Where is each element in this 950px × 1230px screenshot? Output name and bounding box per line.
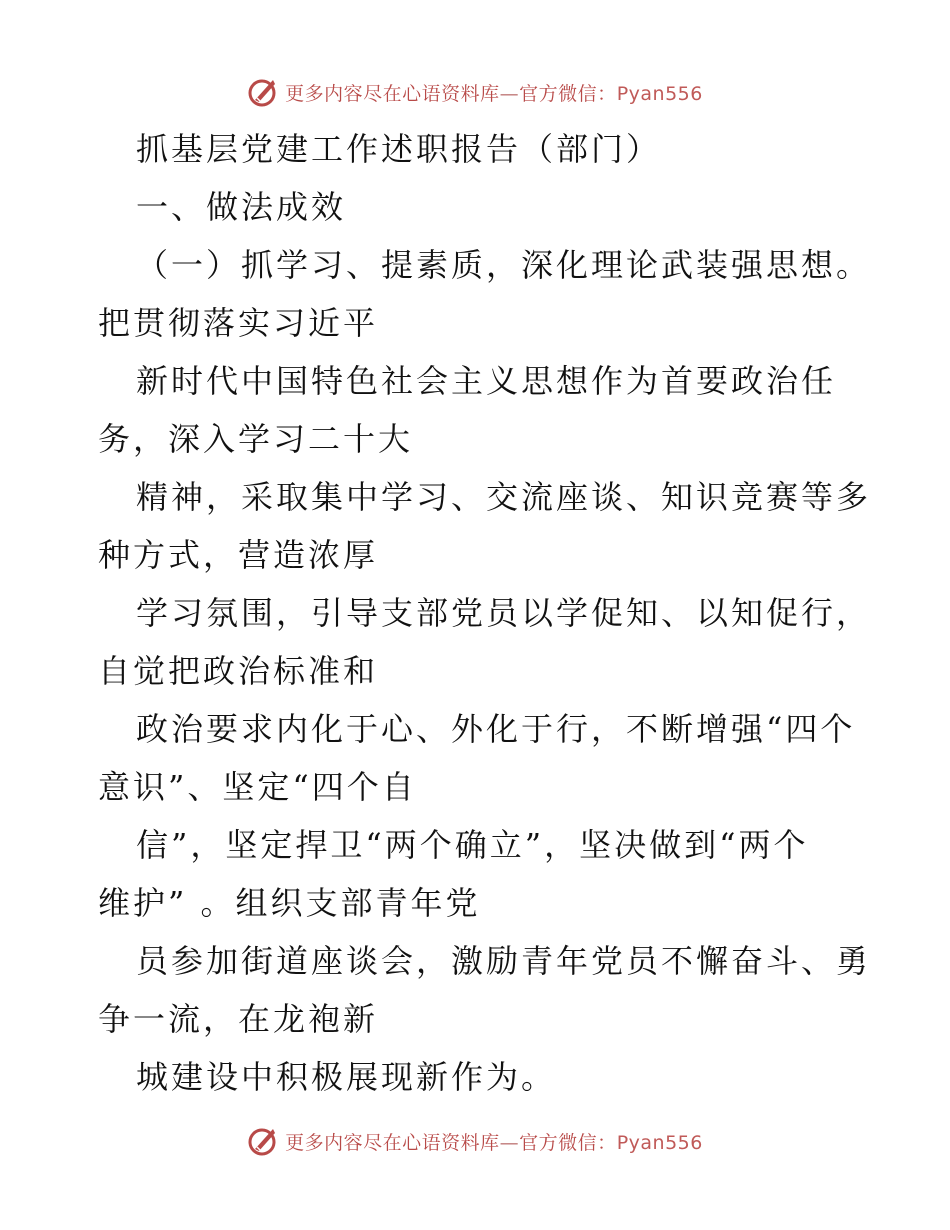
watermark-account-label: 官方微信： [519,82,617,105]
paragraph-line: 意识”、坚定“四个自 [98,768,417,806]
section-heading: 一、做法成效 [136,188,347,226]
paragraph-line: 信”，坚定捍卫“两个确立”，坚决做到“两个 [136,826,809,864]
watermark-account-id: Pyan556 [616,82,703,105]
watermark-separator: — [499,82,520,105]
paragraph-line: 争一流，在龙袍新 [98,1000,379,1038]
paragraph-line: 精神，采取集中学习、交流座谈、知识竞赛等多 [136,478,872,516]
watermark-text [285,1128,703,1155]
paragraph-line: 自觉把政治标准和 [98,652,379,690]
paragraph-line: 学习氛围，引导支部党员以学促知、以知促行， [136,594,872,632]
header-watermark-banner [0,72,950,112]
watermark-separator: — [499,1131,520,1154]
paragraph-line: 维护” 。组织支部青年党 [98,884,481,922]
paragraph-line: 种方式，营造浓厚 [98,536,379,574]
paragraph-line: 员参加街道座谈会，激励青年党员不懈奋斗、勇 [136,942,872,980]
paragraph-line: 城建设中积极展现新作为。 [136,1058,557,1096]
paragraph-line: 把贯彻落实习近平 [98,304,379,342]
quill-pen-logo-icon [247,1125,279,1157]
footer-watermark-banner [0,1121,950,1161]
document-title: 抓基层党建工作述职报告（部门） [136,130,662,168]
watermark-account-label: 官方微信： [519,1131,617,1154]
watermark-account-id: Pyan556 [616,1131,703,1154]
paragraph-line: 务，深入学习二十大 [98,420,414,458]
subsection-heading: （一）抓学习、提素质，深化理论武装强思想。 [136,246,872,284]
paragraph-line: 新时代中国特色社会主义思想作为首要政治任 [136,362,837,400]
watermark-main: 更多内容尽在心语资料库 [285,82,500,105]
watermark-text [285,79,703,106]
quill-pen-logo-icon [247,76,279,108]
document-body [98,120,872,1106]
paragraph-line: 政治要求内化于心、外化于行，不断增强“四个 [136,710,856,748]
watermark-main: 更多内容尽在心语资料库 [285,1131,500,1154]
